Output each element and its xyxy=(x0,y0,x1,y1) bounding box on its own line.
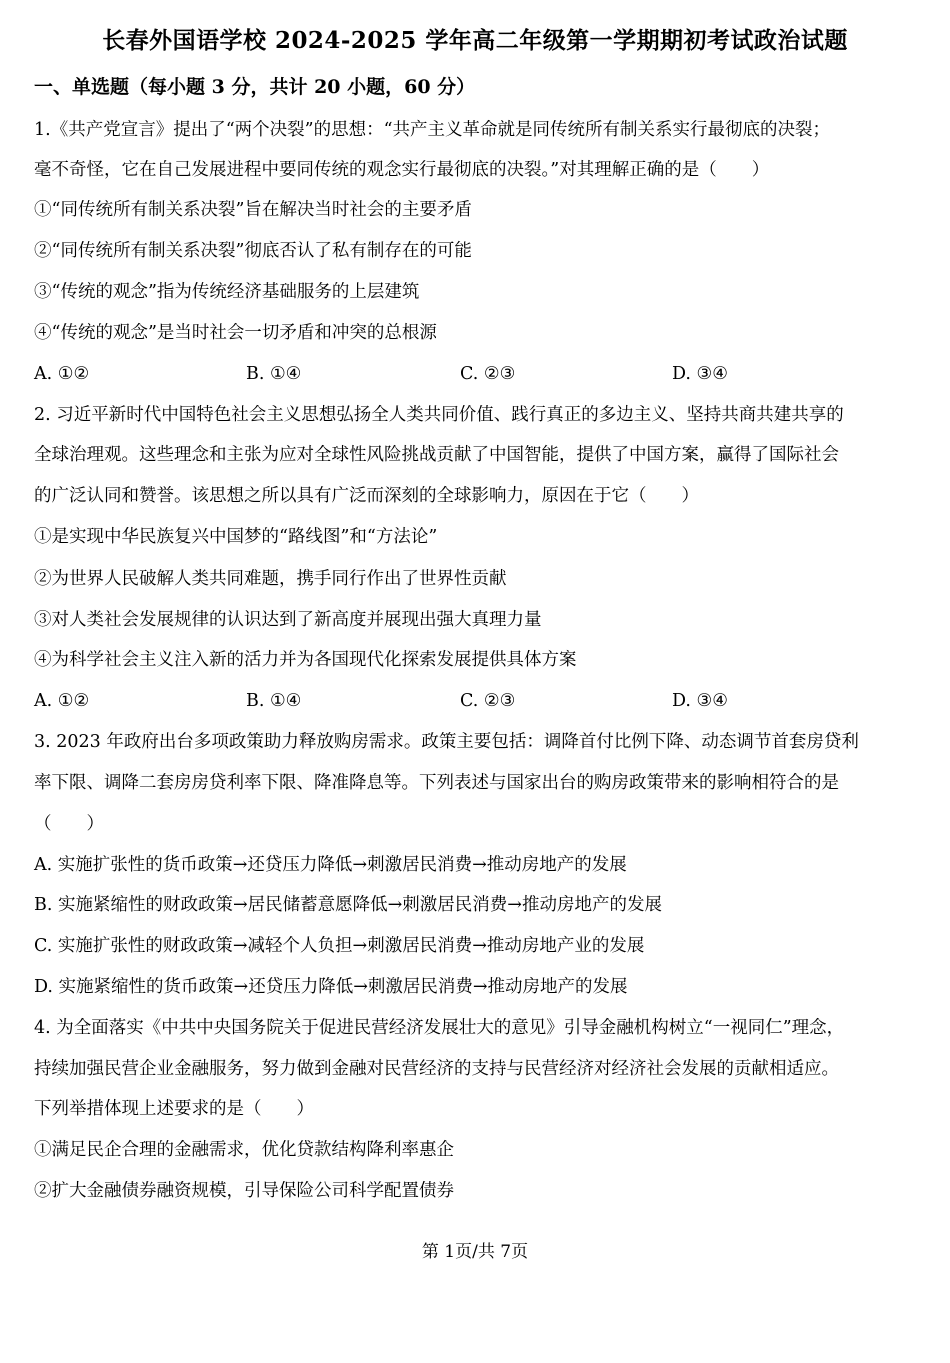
q2-option-a: A. ①② xyxy=(34,691,90,711)
q3-option-b: B. 实施紧缩性的财政政策→居民储蓄意愿降低→刺激居民消费→推动房地产的发展 xyxy=(34,895,662,915)
q4-stem-line-1: 4. 为全面落实《中共中央国务院关于促进民营经济发展壮大的意见》引导金融机构树立“一视同仁”理念， xyxy=(34,1018,845,1038)
q2-option-c: C. ②③ xyxy=(460,691,516,711)
q2-stem-line-1: 2. 习近平新时代中国特色社会主义思想弘扬全人类共同价值、践行真正的多边主义、坚持共商共建共享的 xyxy=(34,405,844,425)
q3-option-d: D. 实施紧缩性的货币政策→还贷压力降低→刺激居民消费→推动房地产的发展 xyxy=(34,977,628,997)
q1-statement-4: ④“传统的观念”是当时社会一切矛盾和冲突的总根源 xyxy=(34,323,437,343)
q4-statement-2: ②扩大金融债券融资规模，引导保险公司科学配置债券 xyxy=(34,1181,454,1201)
exam-title: 长春外国语学校 2024-2025 学年高二年级第一学期期初考试政治试题 xyxy=(102,27,848,54)
q2-option-d: D. ③④ xyxy=(672,691,728,711)
q3-stem-line-1: 3. 2023 年政府出台多项政策助力释放购房需求。政策主要包括：调降首付比例下降、动态调节首套房贷利 xyxy=(34,732,859,752)
q1-option-a: A. ①② xyxy=(34,364,90,384)
section-heading: 一、单选题（每小题 3 分，共计 20 小题，60 分） xyxy=(34,76,476,98)
q2-stem-line-2: 全球治理观。这些理念和主张为应对全球性风险挑战贡献了中国智能，提供了中国方案，赢得了国际社会 xyxy=(34,445,839,465)
q4-statement-1: ①满足民企合理的金融需求，优化贷款结构降利率惠企 xyxy=(34,1140,454,1160)
q4-stem-line-2: 持续加强民营企业金融服务，努力做到金融对民营经济的支持与民营经济对经济社会发展的贡献相适应。 xyxy=(34,1059,839,1079)
q3-stem-line-3: （ ） xyxy=(34,814,104,834)
q2-statement-3: ③对人类社会发展规律的认识达到了新高度并展现出强大真理力量 xyxy=(34,610,542,630)
q1-statement-1: ①“同传统所有制关系决裂”旨在解决当时社会的主要矛盾 xyxy=(34,200,472,220)
q2-option-b: B. ①④ xyxy=(246,691,302,711)
q1-statement-3: ③“传统的观念”指为传统经济基础服务的上层建筑 xyxy=(34,282,420,302)
q1-stem-line-2: 毫不奇怪，它在自己发展进程中要同传统的观念实行最彻底的决裂。”对其理解正确的是（ ） xyxy=(34,160,770,180)
q3-option-a: A. 实施扩张性的货币政策→还贷压力降低→刺激居民消费→推动房地产的发展 xyxy=(34,855,627,875)
q1-option-c: C. ②③ xyxy=(460,364,516,384)
page-number: 第 1页/共 7页 xyxy=(421,1242,529,1262)
q2-statement-1: ①是实现中华民族复兴中国梦的“路线图”和“方法论” xyxy=(34,527,438,547)
q2-statement-2: ②为世界人民破解人类共同难题，携手同行作出了世界性贡献 xyxy=(34,569,507,589)
q1-stem-line-1: 1.《共产党宣言》提出了“两个决裂”的思想：“共产主义革命就是同传统所有制关系实行最彻底的决裂； xyxy=(34,120,831,140)
q2-stem-line-3: 的广泛认同和赞誉。该思想之所以具有广泛而深刻的全球影响力，原因在于它（ ） xyxy=(34,486,699,506)
q1-statement-2: ②“同传统所有制关系决裂”彻底否认了私有制存在的可能 xyxy=(34,241,472,261)
q1-option-b: B. ①④ xyxy=(246,364,302,384)
q4-stem-line-3: 下列举措体现上述要求的是（ ） xyxy=(34,1099,314,1119)
q3-stem-line-2: 率下限、调降二套房房贷利率下限、降准降息等。下列表述与国家出台的购房政策带来的影响相符合的是 xyxy=(34,773,839,793)
q1-option-d: D. ③④ xyxy=(672,364,728,384)
q3-option-c: C. 实施扩张性的财政政策→减轻个人负担→刺激居民消费→推动房地产业的发展 xyxy=(34,936,645,956)
q2-statement-4: ④为科学社会主义注入新的活力并为各国现代化探索发展提供具体方案 xyxy=(34,650,577,670)
